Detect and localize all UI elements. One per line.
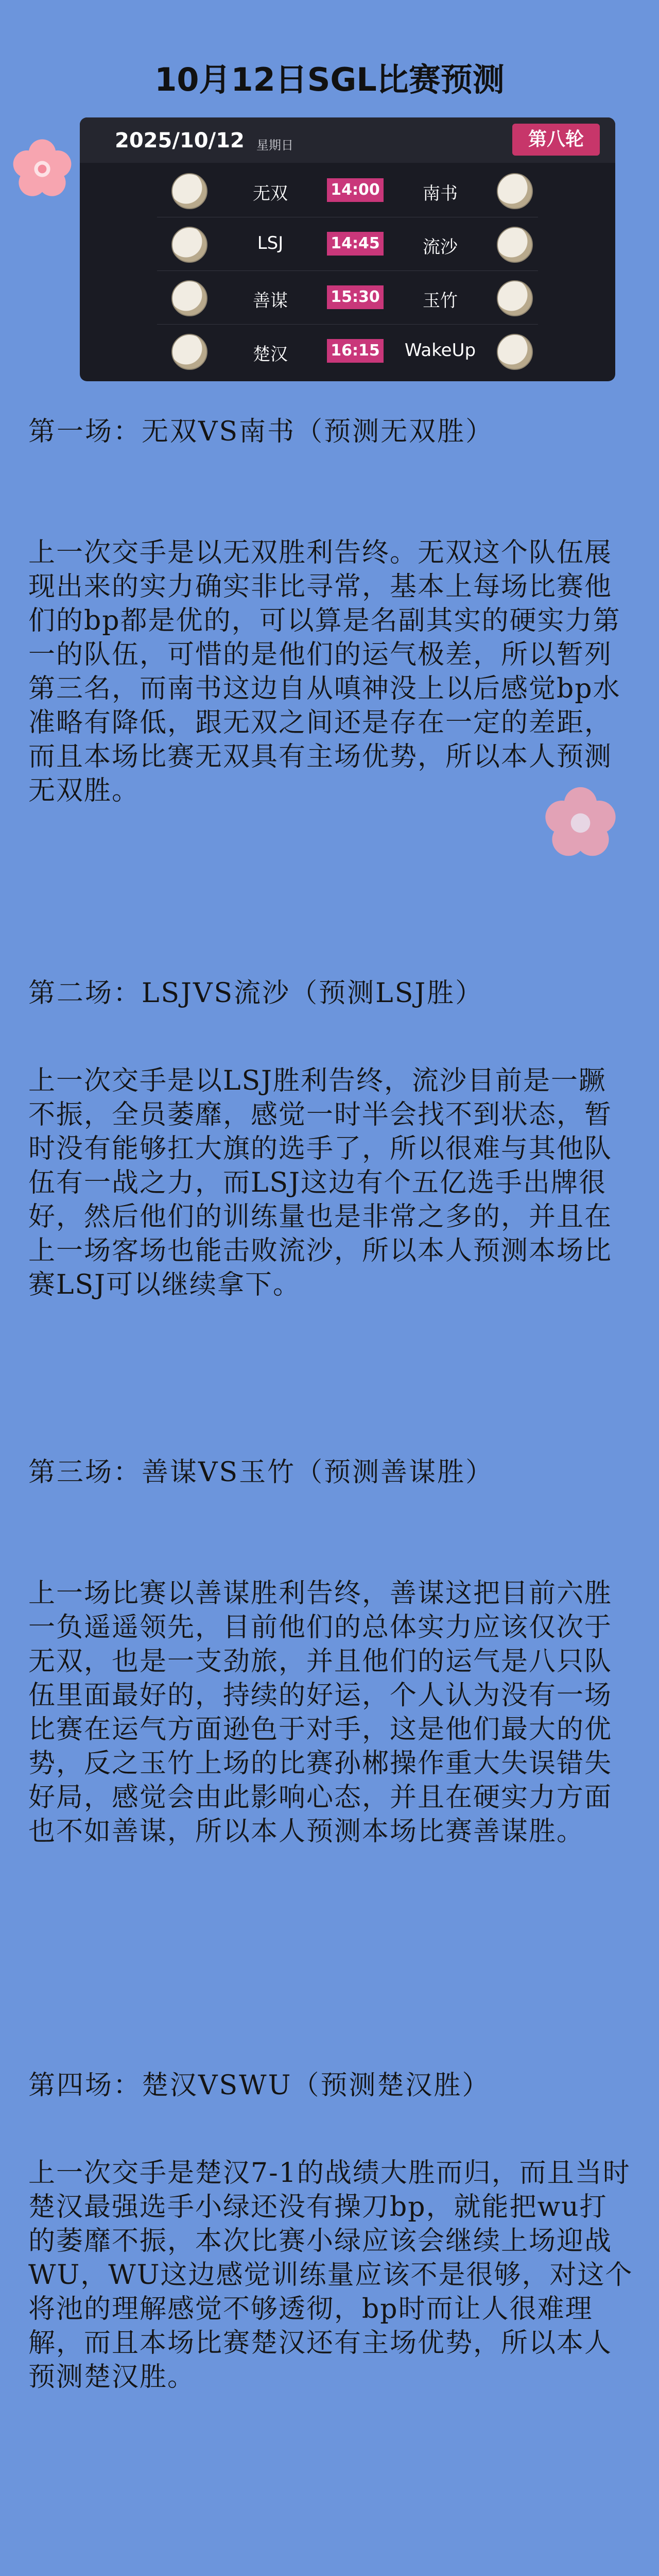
section-heading: 第三场：善谋VS玉竹（预测善谋胜） (28, 1457, 494, 1488)
team-home: 善谋 (253, 291, 288, 311)
match-time: 15:30 (327, 285, 384, 309)
match-time: 14:00 (327, 178, 384, 202)
match-row (80, 166, 615, 215)
match-time: 16:15 (327, 339, 384, 363)
flower-sticker-icon (543, 786, 618, 860)
section-body: 上一次交手是楚汉7-1的战绩大胜而归，而且当时楚汉最强选手小绿还没有操刀bp，就能把wu打的萎靡不振，本次比赛小绿应该会继续上场迎战WU，WU这边感觉训练量应该不是很够，对这个将池的理解感觉不够透彻，bp时而让人很难理解，而且本场比赛楚汉还有主场优势，所以本人预测楚汉胜。 (28, 2158, 633, 2393)
schedule-header (80, 117, 615, 163)
team-away: 流沙 (423, 237, 458, 258)
section-heading: 第四场：楚汉VSWU（预测楚汉胜） (28, 2070, 491, 2101)
team-away: 玉竹 (423, 291, 458, 311)
team-logo-icon (497, 334, 533, 370)
team-logo-icon (497, 173, 533, 209)
section-heading: 第一场：无双VS南书（预测无双胜） (28, 416, 494, 447)
team-logo-icon (171, 280, 207, 316)
team-away: WakeUp (404, 340, 476, 361)
team-logo-icon (171, 173, 207, 209)
section-body: 上一次交手是以LSJ胜利告终，流沙目前是一蹶不振，全员萎靡，感觉一时半会找不到状态，暂时没有能够扛大旗的选手了，所以很难与其他队伍有一战之力，而LSJ这边有个五亿选手出牌很好，然后他们的训练量也是非常之多的，并且在上一场客场也能击败流沙，所以本人预测本场比赛LSJ可以继续拿下。 (28, 1065, 613, 1300)
schedule-date: 2025/10/12 (115, 129, 245, 152)
team-away: 南书 (423, 183, 458, 204)
match-row (80, 219, 615, 269)
page-title: 10月12日SGL比赛预测 (154, 61, 505, 98)
team-logo-icon (497, 227, 533, 263)
team-home: 无双 (253, 183, 288, 204)
section-heading: 第二场：LSJVS流沙（预测LSJ胜） (28, 978, 484, 1009)
match-row (80, 327, 615, 376)
match-time: 14:45 (327, 232, 384, 256)
team-logo-icon (171, 227, 207, 263)
round-badge: 第八轮 (512, 124, 600, 156)
divider (157, 324, 538, 325)
schedule-weekday: 星期日 (256, 138, 293, 152)
team-logo-icon (497, 280, 533, 316)
section-body: 上一次交手是以无双胜利告终。无双这个队伍展现出来的实力确实非比寻常，基本上每场比赛他们的bp都是优的，可以算是名副其实的硬实力第一的队伍，可惜的是他们的运气极差，所以暂列第三名，而南书这边自从嗔神没上以后感觉bp水准略有降低，跟无双之间还是存在一定的差距，而且本场比赛无双具有主场优势，所以本人预测无双胜。 (28, 537, 621, 806)
schedule-card (80, 117, 615, 381)
team-home: 楚汉 (253, 344, 288, 365)
divider (157, 270, 538, 271)
flower-sticker-icon (11, 138, 73, 200)
match-row (80, 273, 615, 323)
team-home: LSJ (257, 233, 284, 253)
section-body: 上一场比赛以善谋胜利告终，善谋这把目前六胜一负遥遥领先，目前他们的总体实力应该仅次于无双，也是一支劲旅，并且他们的运气是八只队伍里面最好的，持续的好运，个人认为没有一场比赛在运气方面逊色于对手，这是他们最大的优势，反之玉竹上场的比赛孙郴操作重大失误错失好局，感觉会由此影响心态，并且在硬实力方面也不如善谋，所以本人预测本场比赛善谋胜。 (28, 1578, 613, 1847)
team-logo-icon (171, 334, 207, 370)
